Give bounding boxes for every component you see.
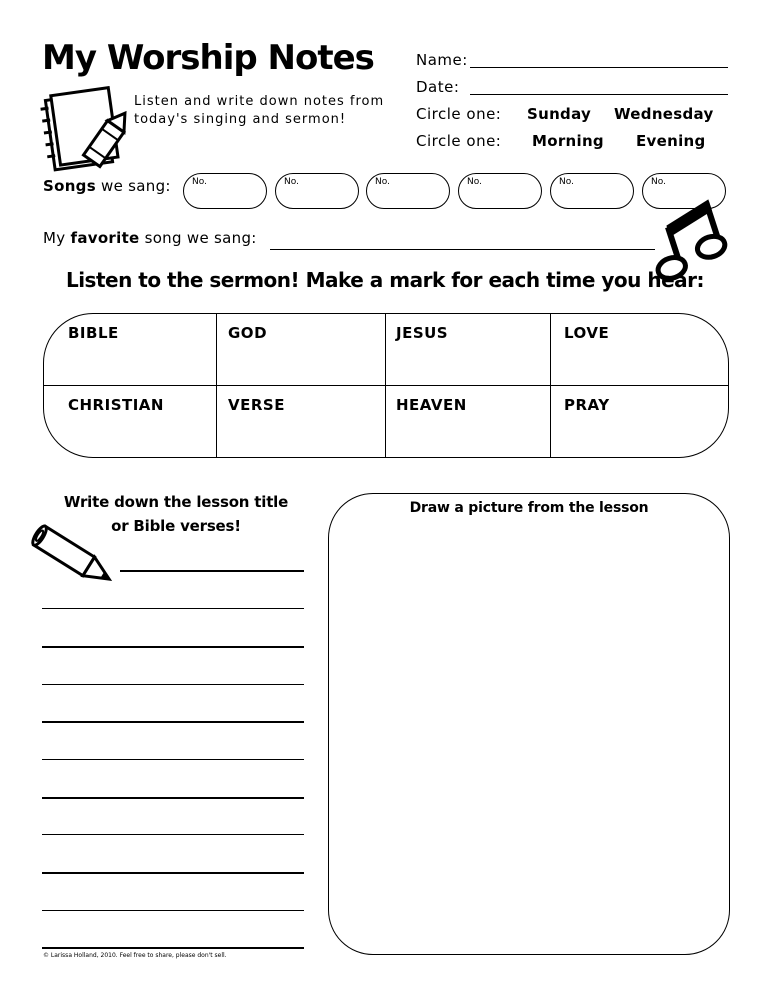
sermon-heading: Listen to the sermon! Make a mark for each time you hear:	[65, 268, 705, 292]
copyright: © Larissa Holland, 2010. Feel free to share, please don't sell.	[43, 952, 227, 959]
songs-label: Songs we sang:	[43, 177, 171, 195]
writing-line[interactable]	[42, 947, 304, 949]
song-slot[interactable]: No.	[183, 173, 267, 209]
song-slot[interactable]: No.	[275, 173, 359, 209]
writing-line[interactable]	[42, 646, 304, 648]
lesson-heading: Write down the lesson title or Bible verses!	[63, 493, 289, 535]
song-slot[interactable]: No.	[550, 173, 634, 209]
option-wednesday[interactable]: Wednesday	[614, 105, 714, 123]
tally-word[interactable]: VERSE	[228, 396, 285, 414]
writing-line[interactable]	[42, 684, 304, 685]
tally-word[interactable]: GOD	[228, 324, 268, 342]
name-label: Name:	[416, 51, 468, 69]
option-morning[interactable]: Morning	[532, 132, 604, 150]
writing-line[interactable]	[42, 834, 304, 835]
tally-word[interactable]: CHRISTIAN	[68, 396, 164, 414]
writing-line[interactable]	[42, 797, 304, 799]
tally-word[interactable]: HEAVEN	[396, 396, 467, 414]
subtitle: Listen and write down notes from today's singing and sermon!	[134, 94, 385, 127]
table-divider	[385, 314, 386, 458]
option-evening[interactable]: Evening	[636, 132, 706, 150]
tally-word[interactable]: JESUS	[396, 324, 449, 342]
tally-word[interactable]: PRAY	[564, 396, 610, 414]
song-slot[interactable]: No.	[458, 173, 542, 209]
song-slot[interactable]: No.	[366, 173, 450, 209]
tally-word[interactable]: LOVE	[564, 324, 610, 342]
writing-line[interactable]	[42, 608, 304, 609]
writing-line[interactable]	[42, 721, 304, 723]
favorite-line[interactable]	[270, 249, 655, 250]
table-divider	[44, 385, 729, 386]
circle-one-label-2: Circle one:	[416, 132, 502, 150]
drawing-heading: Draw a picture from the lesson	[409, 500, 649, 516]
writing-line[interactable]	[42, 759, 304, 760]
tally-word[interactable]: BIBLE	[68, 324, 119, 342]
word-tally-table	[43, 313, 729, 458]
pencil-icon	[28, 518, 124, 594]
date-label: Date:	[416, 78, 460, 96]
notebook-crayon-icon	[40, 86, 130, 178]
date-line[interactable]	[470, 94, 728, 95]
table-divider	[550, 314, 551, 458]
option-sunday[interactable]: Sunday	[527, 105, 592, 123]
song-slot[interactable]: No.	[642, 173, 726, 209]
writing-line[interactable]	[42, 872, 304, 874]
circle-one-label: Circle one:	[416, 105, 502, 123]
writing-line[interactable]	[42, 910, 304, 911]
favorite-label: My favorite song we sang:	[43, 229, 257, 247]
writing-line[interactable]	[120, 570, 304, 572]
page-title: My Worship Notes	[42, 38, 374, 78]
name-line[interactable]	[470, 67, 728, 68]
table-divider	[216, 314, 217, 458]
drawing-area[interactable]	[328, 493, 730, 955]
